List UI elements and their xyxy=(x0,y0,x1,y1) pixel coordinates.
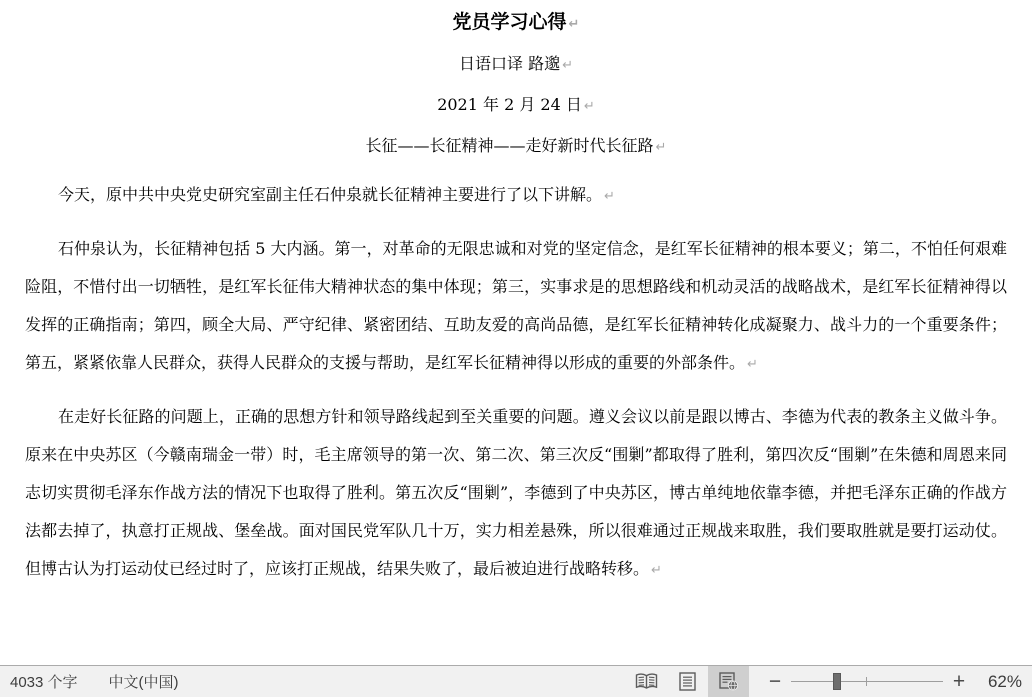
paragraph-mark: ↵ xyxy=(604,189,615,204)
paragraph-mark: ↵ xyxy=(747,357,758,372)
print-layout-icon xyxy=(679,672,696,691)
status-bar-right xyxy=(626,666,1032,697)
word-count[interactable]: 4033 个字 xyxy=(10,674,78,691)
paragraph-mark: ↵ xyxy=(651,563,662,578)
zoom-slider-thumb[interactable] xyxy=(833,673,841,690)
paragraph-mark: ↵ xyxy=(562,58,573,73)
web-layout-icon xyxy=(719,672,739,691)
language-indicator[interactable]: 中文(中国) xyxy=(108,674,179,691)
paragraph-mark: ↵ xyxy=(655,140,667,155)
zoom-slider[interactable] xyxy=(791,666,943,697)
paragraph-mark: ↵ xyxy=(568,17,580,32)
doc-byline[interactable] xyxy=(25,44,1007,85)
status-bar xyxy=(0,665,1032,697)
read-mode-button[interactable] xyxy=(626,666,667,697)
print-layout-button[interactable] xyxy=(667,666,708,697)
zoom-out-button[interactable]: − xyxy=(762,666,788,697)
status-bar-left xyxy=(0,671,181,692)
body-paragraph[interactable] xyxy=(25,398,1007,590)
zoom-slider-track xyxy=(791,681,943,682)
doc-subtitle[interactable] xyxy=(25,126,1007,167)
doc-title[interactable] xyxy=(25,3,1007,44)
read-mode-icon xyxy=(635,673,658,690)
paragraph-text: 今天，原中共中央党史研究室副主任石仲泉就长征精神主要进行了以下讲解。 xyxy=(58,185,603,204)
zoom-in-button[interactable]: + xyxy=(946,666,972,697)
body-paragraph[interactable] xyxy=(25,176,1007,216)
web-layout-button[interactable] xyxy=(708,666,749,697)
doc-byline-text: 日语口译 路邈 xyxy=(459,54,561,73)
doc-title-text: 党员学习心得 xyxy=(452,11,567,33)
doc-date[interactable] xyxy=(25,85,1007,126)
doc-subtitle-text: 长征——长征精神——走好新时代长征路 xyxy=(365,136,654,155)
paragraph-text: 在走好长征路的问题上，正确的思想方针和领导路线起到至关重要的问题。遵义会议以前是跟以博古、李德为代表的教条主义做斗争。原来在中央苏区（今赣南瑞金一带）时，毛主席领导的第一次、第二次、第三次反“围剿”都取得了胜利，第四次反“围剿”在朱德和周恩来同志切实贯彻毛泽东作战方法的情况下也取得了胜利。第五次反“围剿”，李德到了中央苏区，博古单纯地依靠李德，并把毛泽东正确的作战方法都去掉了，执意打正规战、堡垒战。面对国民党军队几十万，实力相差悬殊，所以很难通过正规战来取胜，我们要取胜就是要打运动仗。但博古认为打运动仗已经过时了，应该打正规战，结果失败了，最后被迫进行战略转移。 xyxy=(25,407,1007,578)
zoom-slider-100-tick xyxy=(866,677,867,686)
paragraph-mark: ↵ xyxy=(583,99,595,114)
paragraph-text: 石仲泉认为，长征精神包括 5 大内涵。第一，对革命的无限忠诚和对党的坚定信念，是红军长征精神的根本要义；第二，不怕任何艰难险阻，不惜付出一切牺牲，是红军长征伟大精神状态的集中体现；第三，实事求是的思想路线和机动灵活的战略战术，是红军长征精神得以发挥的正确指南；第四，顾全大局、严守纪律、紧密团结、互助友爱的高尚品德，是红军长征精神转化成凝聚力、战斗力的一个重要条件；第五，紧紧依靠人民群众，获得人民群众的支援与帮助，是红军长征精神得以形成的重要的外部条件。 xyxy=(25,239,1007,372)
body-paragraph[interactable] xyxy=(25,230,1007,384)
zoom-level[interactable]: 62% xyxy=(987,671,1022,691)
doc-date-text: 2021 年 2 月 24 日 xyxy=(437,95,582,114)
